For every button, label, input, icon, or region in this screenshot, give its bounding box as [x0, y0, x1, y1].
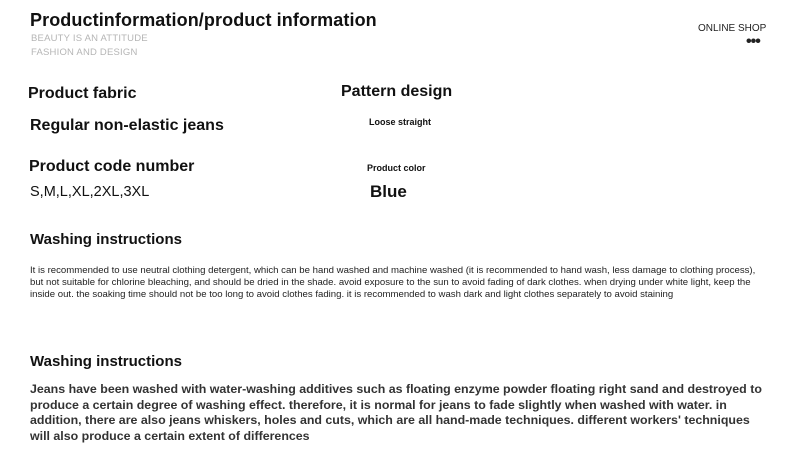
tagline-line-1: BEAUTY IS AN ATTITUDE: [31, 33, 148, 44]
page-title: Productinformation/product information: [30, 10, 377, 30]
fabric-label: Product fabric: [28, 85, 137, 102]
online-shop-label: ONLINE SHOP: [698, 23, 767, 34]
washing-text-1: It is recommended to use neutral clothing detergent, which can be hand washed and machine washed (it is recommended to hand wash, less damage to clothing process), but not suitable for chlorine bleaching, and should be dried in the shade. avoid exposure to the sun to avoid fading of dark clothes. when drying under white light, keep the inside out. the soaking time should not be too long to avoid clothes fading. it is recommended to wash dark and light clothes separately to avoid staining: [30, 265, 756, 300]
more-dots-icon: •••: [746, 33, 760, 50]
pattern-label: Pattern design: [341, 83, 453, 100]
fabric-value: Regular non-elastic jeans: [30, 117, 224, 134]
washing-text-2: Jeans have been washed with water-washing additives such as floating enzyme powder floating right sand and destroyed to produce a certain degree of washing effect. therefore, it is normal for jeans to fade slightly when washed with water. in addition, there are also jeans whiskers, holes and cuts, which are all hand-made techniques. different workers' techniques will also produce a certain extent of differences: [30, 382, 762, 443]
size-code-value: S,M,L,XL,2XL,3XL: [30, 184, 150, 200]
tagline-line-2: FASHION AND DESIGN: [31, 47, 138, 58]
washing-heading-2: Washing instructions: [30, 353, 182, 370]
washing-heading-1: Washing instructions: [30, 231, 182, 248]
code-label: Product code number: [29, 158, 195, 175]
pattern-value: Loose straight: [369, 117, 432, 127]
color-value: Blue: [370, 182, 407, 201]
color-label: Product color: [367, 163, 426, 173]
